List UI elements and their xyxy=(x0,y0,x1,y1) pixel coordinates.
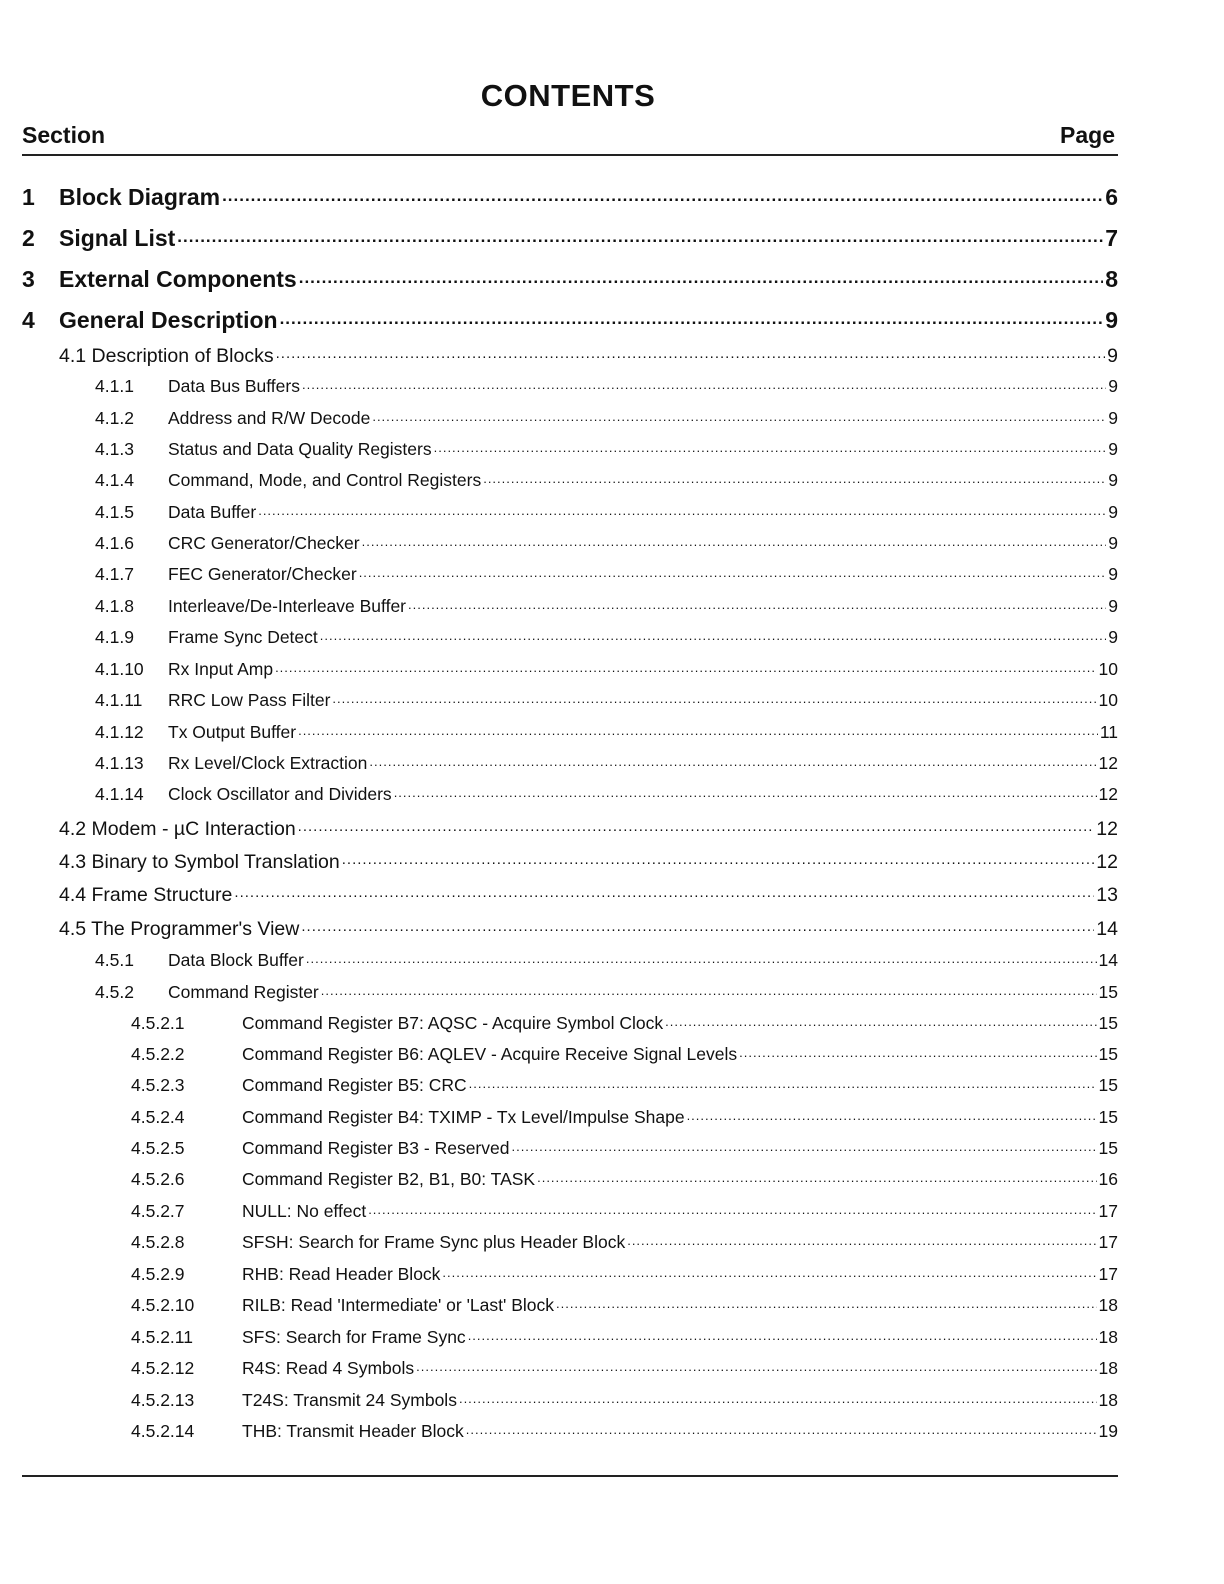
toc-entry-title: General Description xyxy=(59,307,278,333)
toc-entry-page: 16 xyxy=(1098,1168,1118,1189)
toc-entry-number: 4.5.2.4 xyxy=(131,1106,185,1127)
toc-entry-title: 4.2 Modem - µC Interaction xyxy=(59,817,296,840)
toc-entry-page: 9 xyxy=(1108,501,1118,522)
toc-entry-number: 4.1.11 xyxy=(95,689,143,710)
toc-entry-page: 18 xyxy=(1098,1357,1118,1378)
toc-entry-number: 4.1.10 xyxy=(95,658,144,679)
toc-entry-page: 17 xyxy=(1098,1263,1118,1284)
toc-entry-title: NULL: No effect xyxy=(242,1200,367,1221)
toc-entry xyxy=(131,1073,1118,1096)
toc-entry-title: Command Register B5: CRC xyxy=(242,1074,467,1095)
toc-entry-number: 4.5.2.6 xyxy=(131,1168,185,1189)
toc-entry-number: 4.1.4 xyxy=(95,469,134,490)
toc-entry-title: Address and R/W Decode xyxy=(168,407,371,428)
dot-leader xyxy=(468,1325,1097,1343)
toc-entry xyxy=(131,1356,1118,1379)
toc-entry-page: 9 xyxy=(1108,563,1118,584)
toc-entry-title: Command Register B6: AQLEV - Acquire Receive Signal Levels xyxy=(242,1043,738,1064)
dot-leader xyxy=(408,594,1106,612)
toc-entry-page: 9 xyxy=(1108,407,1118,428)
toc-entry xyxy=(59,915,1118,941)
toc-entry-number: 4.5.2.10 xyxy=(131,1294,195,1315)
toc-entry-page: 9 xyxy=(1108,626,1118,647)
dot-leader xyxy=(301,915,1094,935)
header-rule xyxy=(22,154,1118,156)
toc-entry-page: 17 xyxy=(1098,1200,1118,1221)
dot-leader xyxy=(280,305,1104,328)
toc-entry xyxy=(59,815,1118,841)
dot-leader xyxy=(459,1388,1097,1406)
toc-entry-number: 4.5.2.14 xyxy=(131,1420,195,1441)
dot-leader xyxy=(372,406,1106,424)
toc-entry-page: 9 xyxy=(1108,375,1118,396)
toc-entry-number: 4.5.2.3 xyxy=(131,1074,185,1095)
toc-entry-title: FEC Generator/Checker xyxy=(168,563,357,584)
toc-entry-title: Interleave/De-Interleave Buffer xyxy=(168,595,407,616)
toc-entry-number: 4.5.2 xyxy=(95,981,134,1002)
toc-entry-number: 4.1.8 xyxy=(95,595,134,616)
toc-entry xyxy=(95,751,1118,774)
toc-entry xyxy=(95,500,1118,523)
toc-entry-number: 4.1.2 xyxy=(95,407,134,428)
toc-entry xyxy=(59,848,1118,874)
toc-entry xyxy=(95,437,1118,460)
page-title: CONTENTS xyxy=(480,78,656,113)
toc-entry-number: 4.1.5 xyxy=(95,501,134,522)
toc-entry xyxy=(59,881,1118,907)
dot-leader xyxy=(394,782,1097,800)
section-column-header: Section xyxy=(22,122,106,148)
toc-entry xyxy=(131,1105,1118,1128)
toc-entry-title: 4.1 Description of Blocks xyxy=(59,344,274,367)
dot-leader xyxy=(342,848,1095,868)
dot-leader xyxy=(511,1136,1096,1154)
toc-entry-title: Frame Sync Detect xyxy=(168,626,318,647)
toc-entry-title: Rx Input Amp xyxy=(168,658,274,679)
toc-entry-number: 4.1.12 xyxy=(95,721,144,742)
page-column-header: Page xyxy=(1060,122,1115,148)
toc-entry xyxy=(95,657,1118,680)
dot-leader xyxy=(469,1073,1097,1091)
toc-entry xyxy=(131,1388,1118,1411)
toc-entry-page: 19 xyxy=(1098,1420,1118,1441)
toc-entry-page: 17 xyxy=(1098,1231,1118,1252)
toc-entry xyxy=(95,980,1118,1003)
toc-entry-page: 12 xyxy=(1096,817,1118,840)
toc-entry xyxy=(22,264,1118,293)
dot-leader xyxy=(739,1042,1096,1060)
toc-entry-title: RHB: Read Header Block xyxy=(242,1263,441,1284)
toc-entry-title: SFS: Search for Frame Sync xyxy=(242,1326,466,1347)
toc-entry-number: 4.1.3 xyxy=(95,438,134,459)
dot-leader xyxy=(665,1011,1096,1029)
dot-leader xyxy=(359,562,1107,580)
dot-leader xyxy=(332,688,1096,706)
toc-entry-number: 4.5.2.13 xyxy=(131,1389,195,1410)
toc-entry-number: 4.5.2.7 xyxy=(131,1200,185,1221)
toc-entry-number: 3 xyxy=(22,266,35,292)
toc-entry xyxy=(22,305,1118,334)
toc-entry-page: 7 xyxy=(1105,225,1118,251)
toc-entry-title: 4.3 Binary to Symbol Translation xyxy=(59,850,340,873)
toc-entry xyxy=(95,468,1118,491)
toc-entry-title: Rx Level/Clock Extraction xyxy=(168,752,368,773)
toc-entry xyxy=(95,374,1118,397)
dot-leader xyxy=(276,342,1106,362)
dot-leader xyxy=(442,1262,1096,1280)
toc-entry xyxy=(131,1167,1118,1190)
toc-entry xyxy=(95,688,1118,711)
dot-leader xyxy=(320,625,1106,643)
toc-entry xyxy=(131,1011,1118,1034)
toc-entry xyxy=(131,1199,1118,1222)
toc-entry-page: 6 xyxy=(1105,184,1118,210)
toc-entry-title: R4S: Read 4 Symbols xyxy=(242,1357,415,1378)
toc-entry-title: RRC Low Pass Filter xyxy=(168,689,331,710)
dot-leader xyxy=(298,815,1095,835)
toc-entry-page: 8 xyxy=(1105,266,1118,292)
toc-entry-page: 12 xyxy=(1098,752,1118,773)
toc-entry-number: 4.1.13 xyxy=(95,752,144,773)
toc-entry-number: 4.5.1 xyxy=(95,949,134,970)
dot-leader xyxy=(368,1199,1096,1217)
toc-entry-title: THB: Transmit Header Block xyxy=(242,1420,464,1441)
toc-entry-title: 4.5 The Programmer's View xyxy=(59,917,300,940)
toc-entry-page: 12 xyxy=(1098,783,1118,804)
toc-entry xyxy=(59,342,1118,368)
toc-entry xyxy=(95,406,1118,429)
toc-entry xyxy=(95,594,1118,617)
dot-leader xyxy=(466,1419,1097,1437)
toc-entry-title: Command Register B2, B1, B0: TASK xyxy=(242,1168,536,1189)
toc-entry-title: External Components xyxy=(59,266,297,292)
toc-entry-page: 11 xyxy=(1099,721,1118,742)
toc-entry-title: Data Bus Buffers xyxy=(168,375,300,396)
toc-entry-title: SFSH: Search for Frame Sync plus Header Block xyxy=(242,1231,626,1252)
toc-entry xyxy=(95,562,1118,585)
dot-leader xyxy=(222,182,1103,205)
footer-rule xyxy=(22,1475,1118,1477)
toc-entry-title: RILB: Read 'Intermediate' or 'Last' Block xyxy=(242,1294,554,1315)
toc-entry-title: Clock Oscillator and Dividers xyxy=(168,783,392,804)
dot-leader xyxy=(556,1293,1097,1311)
toc-entry-title: Block Diagram xyxy=(59,184,221,210)
toc-entry xyxy=(22,182,1118,211)
toc-entry-page: 9 xyxy=(1108,469,1118,490)
toc-entry-number: 4.5.2.9 xyxy=(131,1263,185,1284)
toc-entry-title: T24S: Transmit 24 Symbols xyxy=(242,1389,457,1410)
toc-entry-title: 4.4 Frame Structure xyxy=(59,883,233,906)
toc-entry-page: 15 xyxy=(1098,1074,1118,1095)
toc-entry-page: 10 xyxy=(1098,658,1118,679)
toc-entry-title: Command, Mode, and Control Registers xyxy=(168,469,482,490)
toc-entry-page: 15 xyxy=(1098,981,1118,1002)
dot-leader xyxy=(416,1356,1096,1374)
toc-entry-page: 15 xyxy=(1098,1137,1118,1158)
toc-entry-page: 15 xyxy=(1098,1043,1118,1064)
toc-entry xyxy=(95,782,1118,805)
toc-entry-page: 9 xyxy=(1108,438,1118,459)
toc-entry-title: Command Register B7: AQSC - Acquire Symbol Clock xyxy=(242,1012,664,1033)
toc-entry-page: 14 xyxy=(1096,917,1118,940)
toc-entry xyxy=(131,1419,1118,1442)
toc-entry-number: 4.5.2.11 xyxy=(131,1326,193,1347)
toc-entry xyxy=(131,1230,1118,1253)
dot-leader xyxy=(537,1167,1096,1185)
toc-entry-page: 14 xyxy=(1098,949,1118,970)
toc-entry-number: 4.5.2.1 xyxy=(131,1012,185,1033)
toc-entry-number: 4.1.14 xyxy=(95,783,144,804)
dot-leader xyxy=(483,468,1106,486)
toc-entry-page: 9 xyxy=(1108,532,1118,553)
toc-entry-title: Tx Output Buffer xyxy=(168,721,297,742)
dot-leader xyxy=(306,948,1097,966)
toc-entry xyxy=(95,531,1118,554)
toc-entry-page: 12 xyxy=(1096,850,1118,873)
toc-entry-page: 10 xyxy=(1098,689,1118,710)
dot-leader xyxy=(302,374,1106,392)
toc-entry-page: 18 xyxy=(1098,1326,1118,1347)
toc-entry-page: 18 xyxy=(1098,1294,1118,1315)
toc-entry xyxy=(95,625,1118,648)
toc-entry-number: 4.5.2.2 xyxy=(131,1043,185,1064)
dot-leader xyxy=(258,500,1106,518)
dot-leader xyxy=(177,223,1103,246)
toc-entry-number: 4.1.7 xyxy=(95,563,134,584)
toc-entry-title: CRC Generator/Checker xyxy=(168,532,360,553)
toc-entry-number: 4.5.2.5 xyxy=(131,1137,185,1158)
toc-entry-number: 4.1.9 xyxy=(95,626,134,647)
dot-leader xyxy=(434,437,1107,455)
toc-entry-number: 4.1.6 xyxy=(95,532,134,553)
toc-entry xyxy=(131,1325,1118,1348)
toc-entry-page: 9 xyxy=(1107,344,1118,367)
dot-leader xyxy=(298,720,1098,738)
toc-entry-title: Command Register B3 - Reserved xyxy=(242,1137,510,1158)
toc-entry-number: 4.5.2.12 xyxy=(131,1357,195,1378)
toc-entry-title: Data Block Buffer xyxy=(168,949,304,970)
toc-entry xyxy=(131,1042,1118,1065)
dot-leader xyxy=(687,1105,1097,1123)
dot-leader xyxy=(362,531,1107,549)
toc-entry-title: Data Buffer xyxy=(168,501,257,522)
toc-entry-number: 4.1.1 xyxy=(95,375,134,396)
toc-entry xyxy=(131,1262,1118,1285)
toc-entry-page: 13 xyxy=(1096,883,1118,906)
toc-entry-title: Command Register B4: TXIMP - Tx Level/Impulse Shape xyxy=(242,1106,685,1127)
toc-entry xyxy=(131,1293,1118,1316)
toc-entry-title: Status and Data Quality Registers xyxy=(168,438,432,459)
toc-entry-title: Command Register xyxy=(168,981,319,1002)
dot-leader xyxy=(275,657,1096,675)
toc-entry-title: Signal List xyxy=(59,225,176,251)
toc-entry-page: 15 xyxy=(1098,1012,1118,1033)
dot-leader xyxy=(299,264,1103,287)
toc-entry-number: 1 xyxy=(22,184,35,210)
dot-leader xyxy=(321,980,1097,998)
toc-entry-number: 4.5.2.8 xyxy=(131,1231,185,1252)
dot-leader xyxy=(627,1230,1096,1248)
toc-entry-page: 9 xyxy=(1108,595,1118,616)
toc-entry-number: 4 xyxy=(22,307,35,333)
toc-entry xyxy=(95,720,1118,743)
toc-entry xyxy=(95,948,1118,971)
dot-leader xyxy=(234,881,1094,901)
toc-entry-number: 2 xyxy=(22,225,35,251)
toc-entry xyxy=(22,223,1118,252)
toc-entry-page: 15 xyxy=(1098,1106,1118,1127)
toc-entry-page: 18 xyxy=(1098,1389,1118,1410)
toc-entry-page: 9 xyxy=(1105,307,1118,333)
toc-entry xyxy=(131,1136,1118,1159)
dot-leader xyxy=(369,751,1096,769)
